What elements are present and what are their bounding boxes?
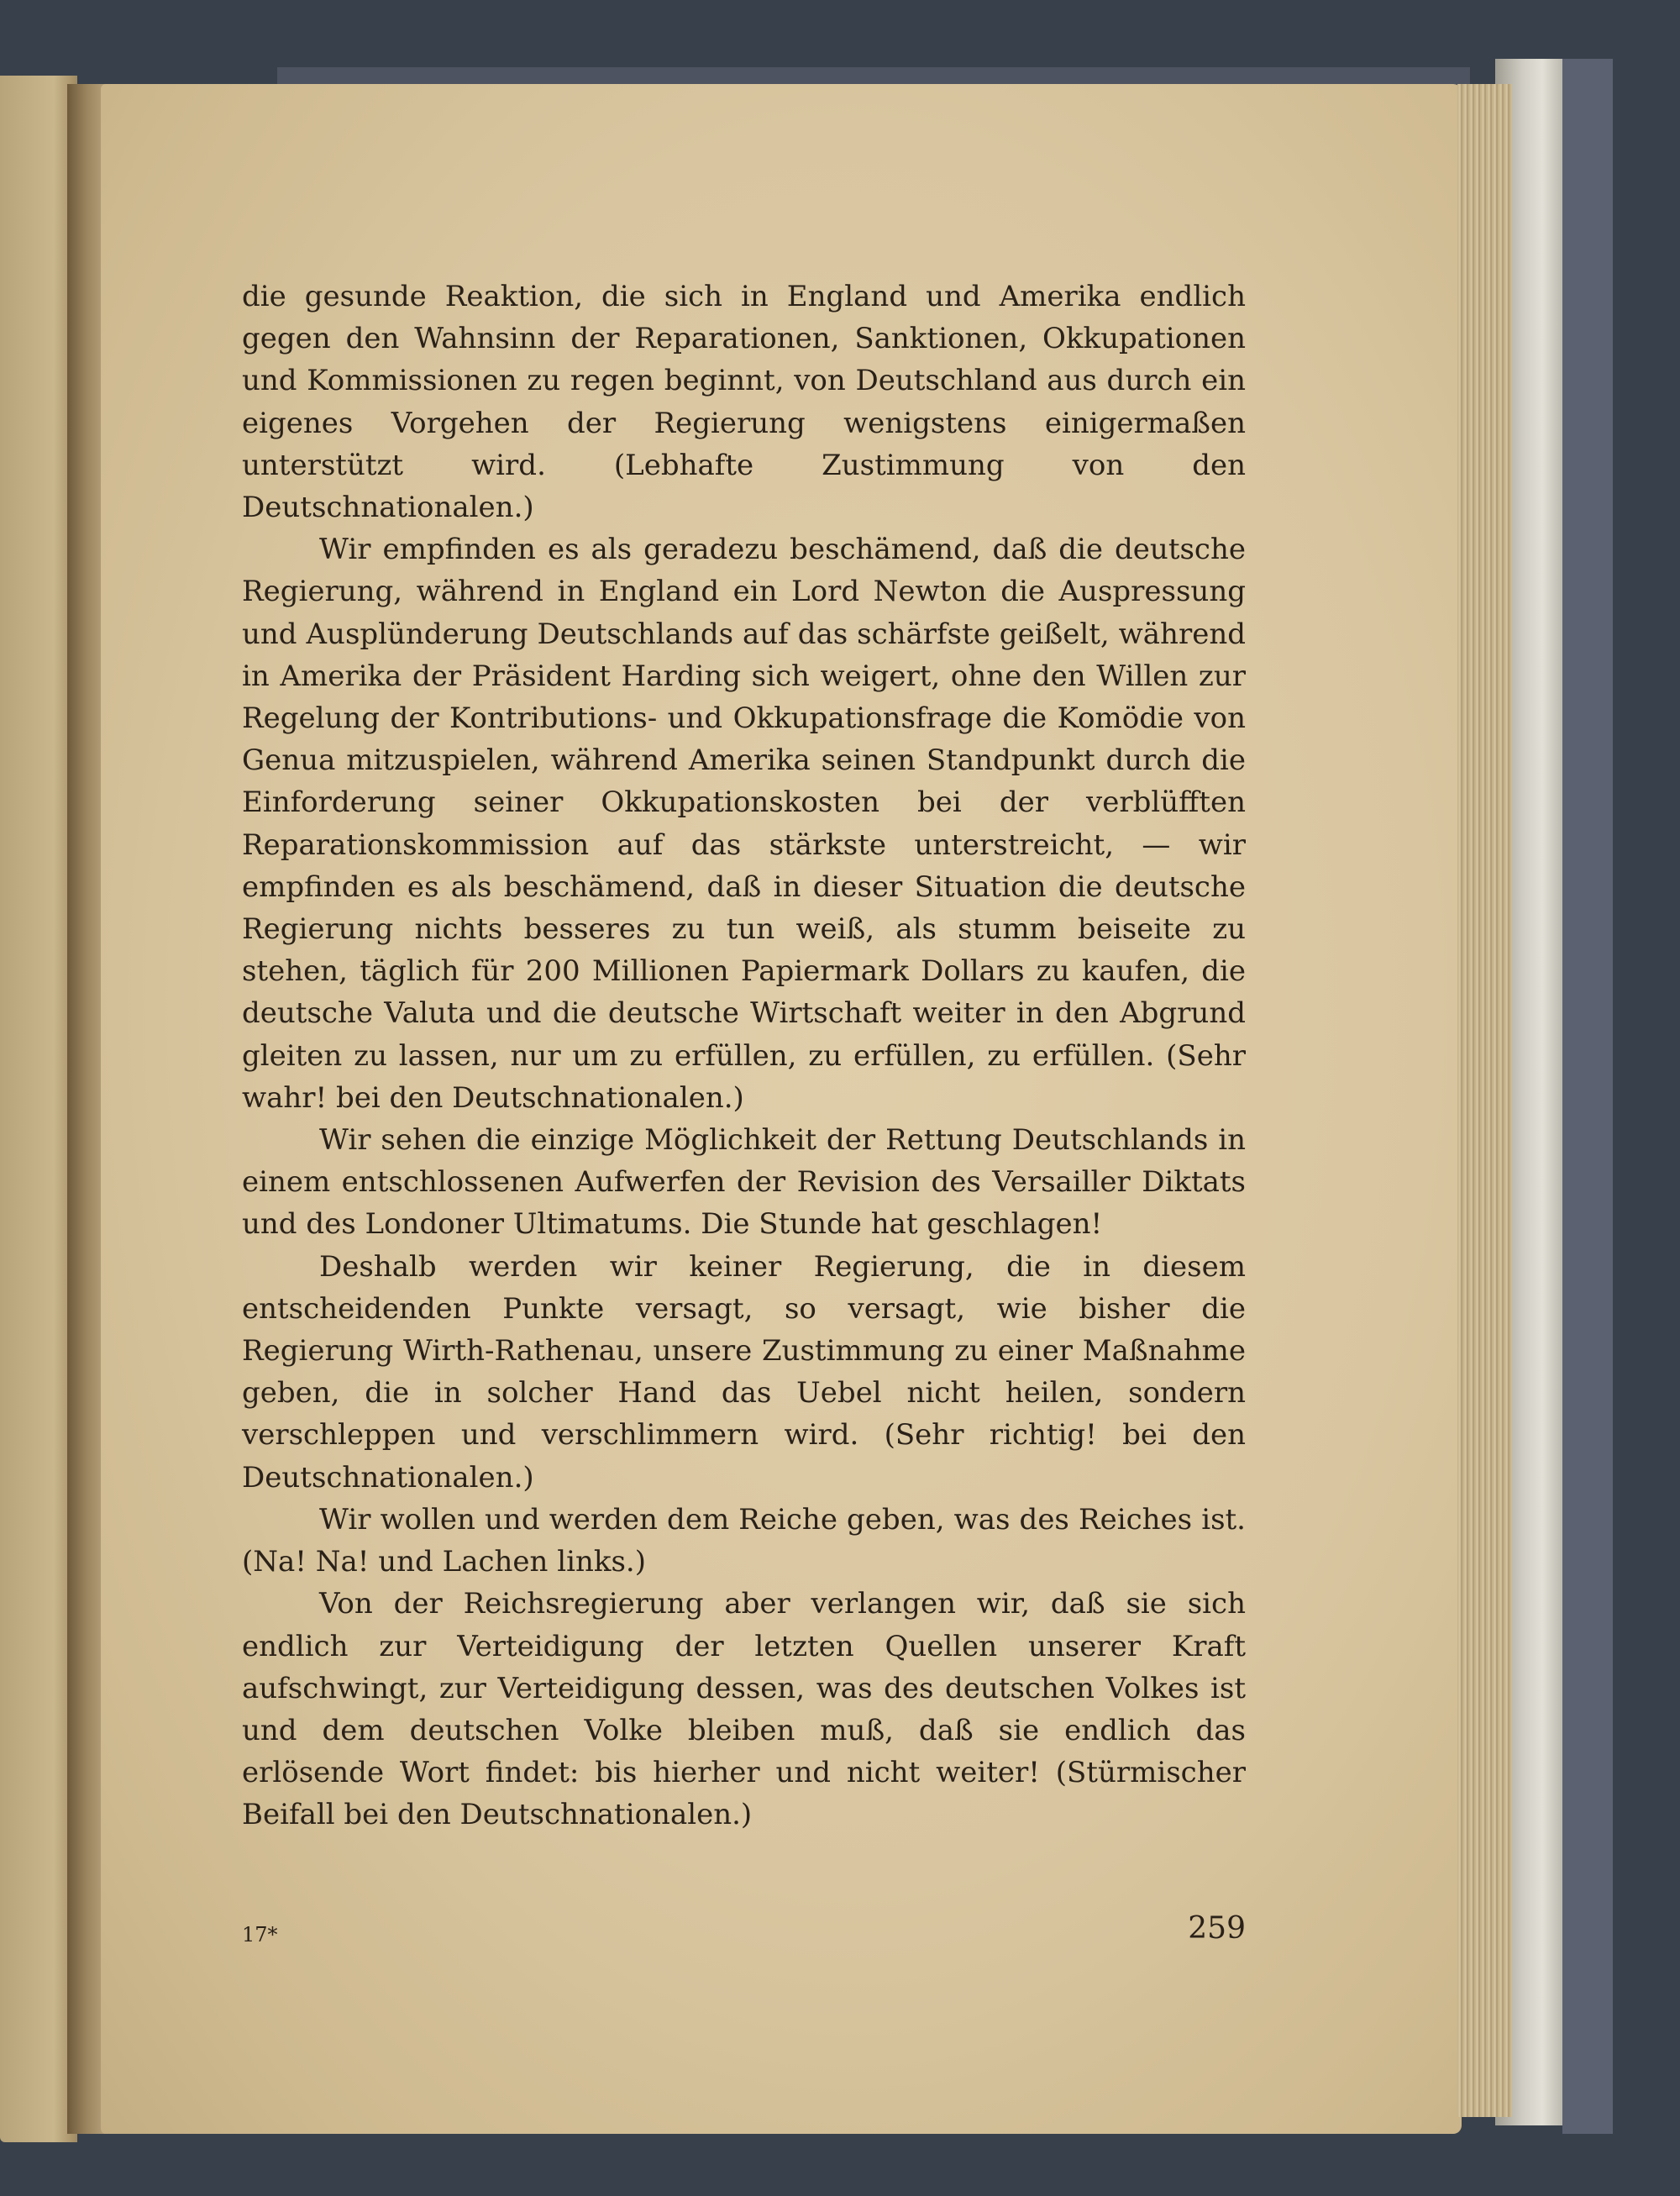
signature-mark: 17* [242,1923,278,1946]
page-edges [1457,84,1512,2117]
page-body [242,276,1246,1836]
paragraph-2: Wir empfinden es als geradezu beschämend, daß die deutsche Regierung, während in England ein Lord Newton die Auspressung und Ausplünderung Deutschlands auf das schärfste geißelt, während in Amerika der Präsident Harding sich weigert, ohne den Willen zur Regelung der Kontributions- und Okkupationsfrage die Komödie von Genua mitzuspielen, während Amerika seinen Standpunkt durch die Einforderung seiner Okkupationskosten bei der verblüfften Reparationskommission auf das stärkste unterstreicht, — wir empfinden es als beschämend, daß in dieser Situation die deutsche Regierung nichts besseres zu tun weiß, als stumm beiseite zu stehen, täglich für 200 Millionen Papiermark Dollars zu kaufen, die deutsche Valuta und die deutsche Wirtschaft weiter in den Abgrund gleiten zu lassen, nur um zu erfüllen, zu erfüllen, zu erfüllen. (Sehr wahr! bei den Deutschnationalen.) [242,533,1246,1115]
book-cover-right [1562,59,1613,2134]
page-number: 259 [1188,1911,1246,1946]
page-footer [242,1911,1246,1953]
paragraph-1: die gesunde Reaktion, die sich in England und Amerika endlich gegen den Wahnsinn der Reparationen, Sanktionen, Okkupationen und Kommissionen zu regen beginnt, von Deutschland aus durch ein eigenes Vorgehen der Regierung wenigstens einigermaßen unterstützt wird. (Lebhafte Zustimmung von den Deutschnationalen.) [242,280,1246,525]
paragraph-6: Von der Reichsregierung aber verlangen wir, daß sie sich endlich zur Verteidigung der letzten Quellen unserer Kraft aufschwingt, zur Verteidigung dessen, was des deutschen Volkes ist und dem deutschen Volke bleiben muß, daß sie endlich das erlösende Wort findet: bis hierher und nicht weiter! (Stürmischer Beifall bei den Deutschnationalen.) [242,1587,1246,1832]
paragraph-4: Deshalb werden wir keiner Regierung, die in diesem entscheidenden Punkte versagt, so versagt, wie bisher die Regierung Wirth-Rathenau, unsere Zustimmung zu einer Maßnahme geben, die in solcher Hand das Uebel nicht heilen, sondern verschleppen und verschlimmern wird. (Sehr richtig! bei den Deutschnationalen.) [242,1249,1246,1495]
paragraph-3: Wir sehen die einzige Möglichkeit der Rettung Deutschlands in einem entschlossenen Aufwerfen der Revision des Versailler Diktats und des Londoner Ultimatums. Die Stunde hat geschlagen! [242,1123,1246,1242]
paragraph-5: Wir wollen und werden dem Reiche geben, was des Reiches ist. (Na! Na! und Lachen links.) [242,1502,1246,1579]
left-page-edge [0,76,77,2142]
